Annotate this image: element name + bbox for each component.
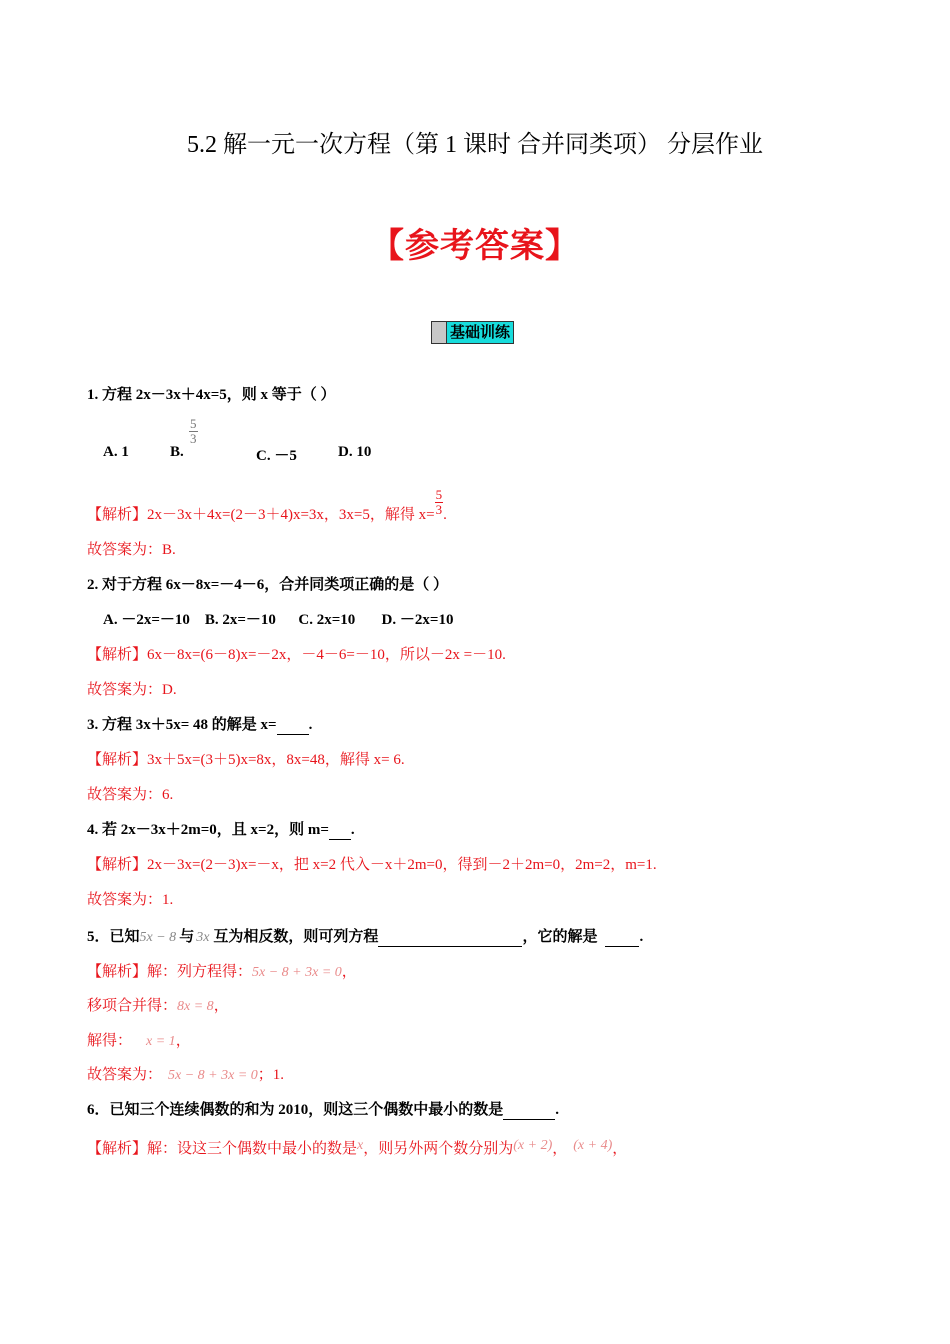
question-5-end: . [639, 929, 644, 945]
q5-analysis-line-2 [87, 994, 229, 1015]
q5-line4-expr: 5x − 8 + 3x = 0 [168, 1068, 258, 1083]
q6-expr-1: (x + 2) [513, 1138, 553, 1153]
q5-line2-label: 移项合并得： [87, 998, 178, 1014]
q6-analysis-b: ，则另外两个数分别为 [363, 1141, 514, 1157]
q5-line1-label: 【解析】解：列方程得： [87, 964, 253, 980]
q1-option-b: B. [170, 444, 184, 460]
question-5-stem-a: 5．已知 [87, 929, 140, 945]
q4-answer: 故答案为：1. [87, 892, 174, 908]
answer-heading: 【参考答案】 [370, 226, 580, 266]
section-box [432, 322, 447, 343]
q3-answer: 故答案为：6. [87, 787, 174, 803]
q3-analysis: 【解析】3x＋5x=(3＋5)x=8x，8x=48，解得 x= 6. [87, 752, 405, 768]
question-5-stem-c: 互为相反数，则可列方程 [213, 929, 379, 945]
question-5-stem-d: ，它的解是 [522, 929, 598, 945]
q1-analysis [87, 487, 447, 524]
question-2-stem: 2. 对于方程 6x－8x=－4－6，合并同类项正确的是（ ） [87, 577, 449, 593]
q5-line1-end: ， [341, 964, 357, 980]
question-6-end: . [555, 1102, 560, 1118]
q5-line1-expr: 5x − 8 + 3x = 0 [252, 965, 342, 980]
q5-expr-1: 5x − 8 [139, 930, 177, 945]
q1-answer: 故答案为：B. [87, 542, 176, 558]
q6-expr-2: (x + 4) [573, 1138, 613, 1153]
q5-line4-end: ；1. [257, 1067, 285, 1083]
q5-line3-end: ， [175, 1033, 191, 1049]
q5-line4-label: 故答案为： [87, 1067, 163, 1083]
question-4-end: . [350, 822, 355, 838]
answer-blank [605, 929, 639, 947]
q1-option-a: A. 1 [103, 444, 129, 460]
q5-analysis-line-1 [87, 960, 357, 981]
fraction-denominator: 3 [435, 502, 443, 518]
q6-var-x: x [357, 1138, 364, 1153]
q5-analysis-line-3 [87, 1029, 191, 1050]
q4-analysis: 【解析】2x－3x=(2－3)x=－x，把 x=2 代入－x＋2m=0，得到－2＋2m=0，2m=2，m=1. [87, 857, 657, 873]
q1-option-b-fraction [189, 417, 198, 446]
q6-analysis-c: ， [552, 1141, 568, 1157]
question-6-stem: 6．已知三个连续偶数的和为 2010，则这三个偶数中最小的数是 [87, 1102, 504, 1118]
answer-blank [378, 929, 522, 947]
q2-options: A. －2x=－10 B. 2x=－10 C. 2x=10 D. －2x=10 [103, 612, 454, 628]
question-1-stem: 1. 方程 2x－3x＋4x=5，则 x 等于（ ） [87, 387, 336, 403]
q5-line3-label: 解得： [87, 1033, 133, 1049]
q5-line2-expr: 8x = 8 [177, 999, 214, 1014]
fraction-numerator: 5 [435, 487, 443, 503]
question-3-end: . [308, 717, 313, 733]
q5-analysis-line-4 [87, 1063, 284, 1084]
q5-line3-expr: x = 1 [146, 1034, 176, 1049]
section-label: 基础训练 [447, 322, 513, 343]
q6-analysis-a: 【解析】解：设这三个偶数中最小的数是 [87, 1141, 358, 1157]
question-3 [87, 713, 312, 735]
question-5 [87, 925, 643, 947]
q6-analysis [87, 1137, 627, 1158]
question-4 [87, 818, 355, 840]
q2-answer: 故答案为：D. [87, 682, 177, 698]
page-title: 5.2 解一元一次方程（第 1 课时 合并同类项） 分层作业 [187, 132, 763, 158]
q1-analysis-end: . [443, 507, 447, 523]
q2-analysis: 【解析】6x－8x=(6－8)x=－2x，－4－6=－10，所以－2x =－10. [87, 647, 506, 663]
question-4-stem: 4. 若 2x－3x＋2m=0，且 x=2，则 m= [87, 822, 329, 838]
q1-analysis-text: 【解析】2x－3x＋4x=(2－3＋4)x=3x，3x=5，解得 x= [87, 507, 435, 523]
question-5-stem-b: 与 [179, 929, 195, 945]
q1-option-c: C. －5 [256, 448, 297, 464]
q5-line2-end: ， [213, 998, 229, 1014]
q1-option-d: D. 10 [338, 444, 372, 460]
question-3-stem: 3. 方程 3x＋5x= 48 的解是 x= [87, 717, 277, 733]
q6-analysis-d: ， [612, 1141, 628, 1157]
answer-blank [329, 822, 351, 840]
fraction-denominator: 3 [190, 431, 197, 446]
question-6 [87, 1098, 559, 1120]
answer-blank [503, 1102, 555, 1120]
section-badge [431, 321, 514, 344]
q5-expr-2: 3x [196, 930, 210, 945]
answer-blank [277, 717, 309, 735]
fraction-numerator: 5 [190, 416, 197, 431]
